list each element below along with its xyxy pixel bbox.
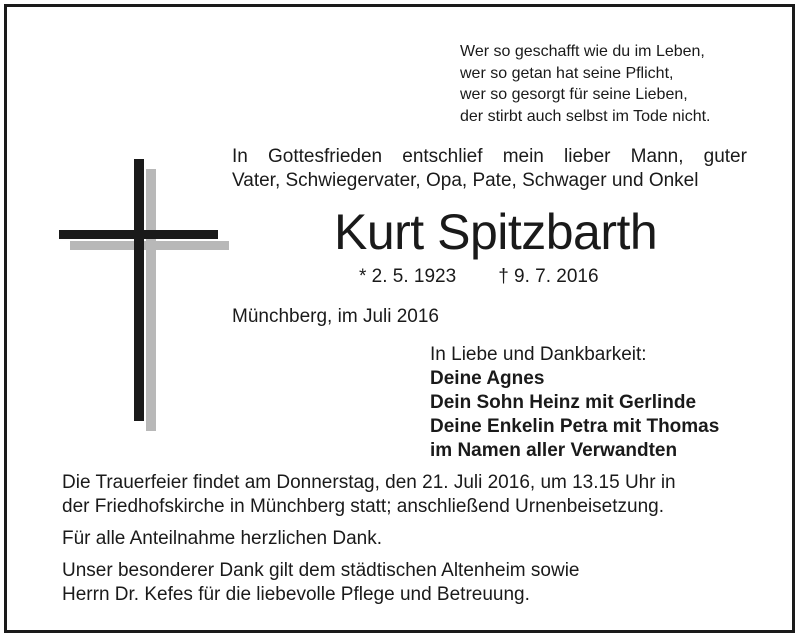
intro-line-1: [232, 145, 747, 169]
poem-line: Wer so geschafft wie du im Leben,: [460, 43, 705, 60]
general-thanks: [62, 527, 738, 551]
signer: Deine Enkelin Petra mit Thomas: [430, 416, 720, 437]
intro-word: Mann,: [630, 146, 684, 167]
poem-line: der stirbt auch selbst im Tode nicht.: [460, 107, 711, 125]
general-thanks-line: Für alle Anteilnahme herzlichen Dank.: [62, 528, 383, 549]
cross-shadow-vertical: [146, 169, 156, 431]
cross-vertical-bar: [134, 159, 144, 421]
intro-word: entschlief: [402, 146, 483, 167]
footer-notes: [62, 471, 738, 615]
intro-word: lieber: [564, 146, 611, 167]
intro-line-2: Vater, Schwiegervater, Opa, Pate, Schwager und Onkel: [232, 170, 699, 191]
intro-word: mein: [502, 146, 544, 167]
birth-date: * 2. 5. 1923: [359, 266, 457, 287]
intro-text: [232, 145, 747, 193]
signer: im Namen aller Verwandten: [430, 440, 678, 461]
memorial-poem: [460, 41, 711, 127]
deceased-name: Kurt Spitzbarth: [334, 204, 658, 260]
special-thanks: [62, 559, 738, 607]
funeral-line-1: Die Trauerfeier findet am Donnerstag, den 21. Juli 2016, um 13.15 Uhr in: [62, 472, 676, 493]
funeral-notice: [62, 471, 738, 519]
intro-word: guter: [703, 146, 747, 167]
life-dates: [359, 265, 599, 289]
signers-list: [430, 367, 719, 463]
death-date: † 9. 7. 2016: [498, 266, 599, 287]
thanks-heading: In Liebe und Dankbarkeit:: [430, 344, 647, 365]
cross-shadow-horizontal: [70, 241, 229, 250]
funeral-line-2: der Friedhofskirche in Münchberg statt; anschließend Urnenbeisetzung.: [62, 496, 664, 517]
cross-horizontal-bar: [59, 230, 218, 239]
special-thanks-line-1: Unser besonderer Dank gilt dem städtischen Altenheim sowie: [62, 560, 580, 581]
intro-word: Gottesfrieden: [268, 146, 383, 167]
poem-line: wer so gesorgt für seine Lieben,: [460, 86, 688, 103]
place-date: Münchberg, im Juli 2016: [232, 306, 439, 327]
poem-line: wer so getan hat seine Pflicht,: [460, 64, 674, 82]
obituary-card: [4, 4, 795, 633]
signer: Dein Sohn Heinz mit Gerlinde: [430, 392, 697, 413]
signer: Deine Agnes: [430, 368, 545, 389]
special-thanks-line-2: Herrn Dr. Kefes für die liebevolle Pflege und Betreuung.: [62, 584, 530, 605]
intro-word: In: [232, 146, 248, 167]
